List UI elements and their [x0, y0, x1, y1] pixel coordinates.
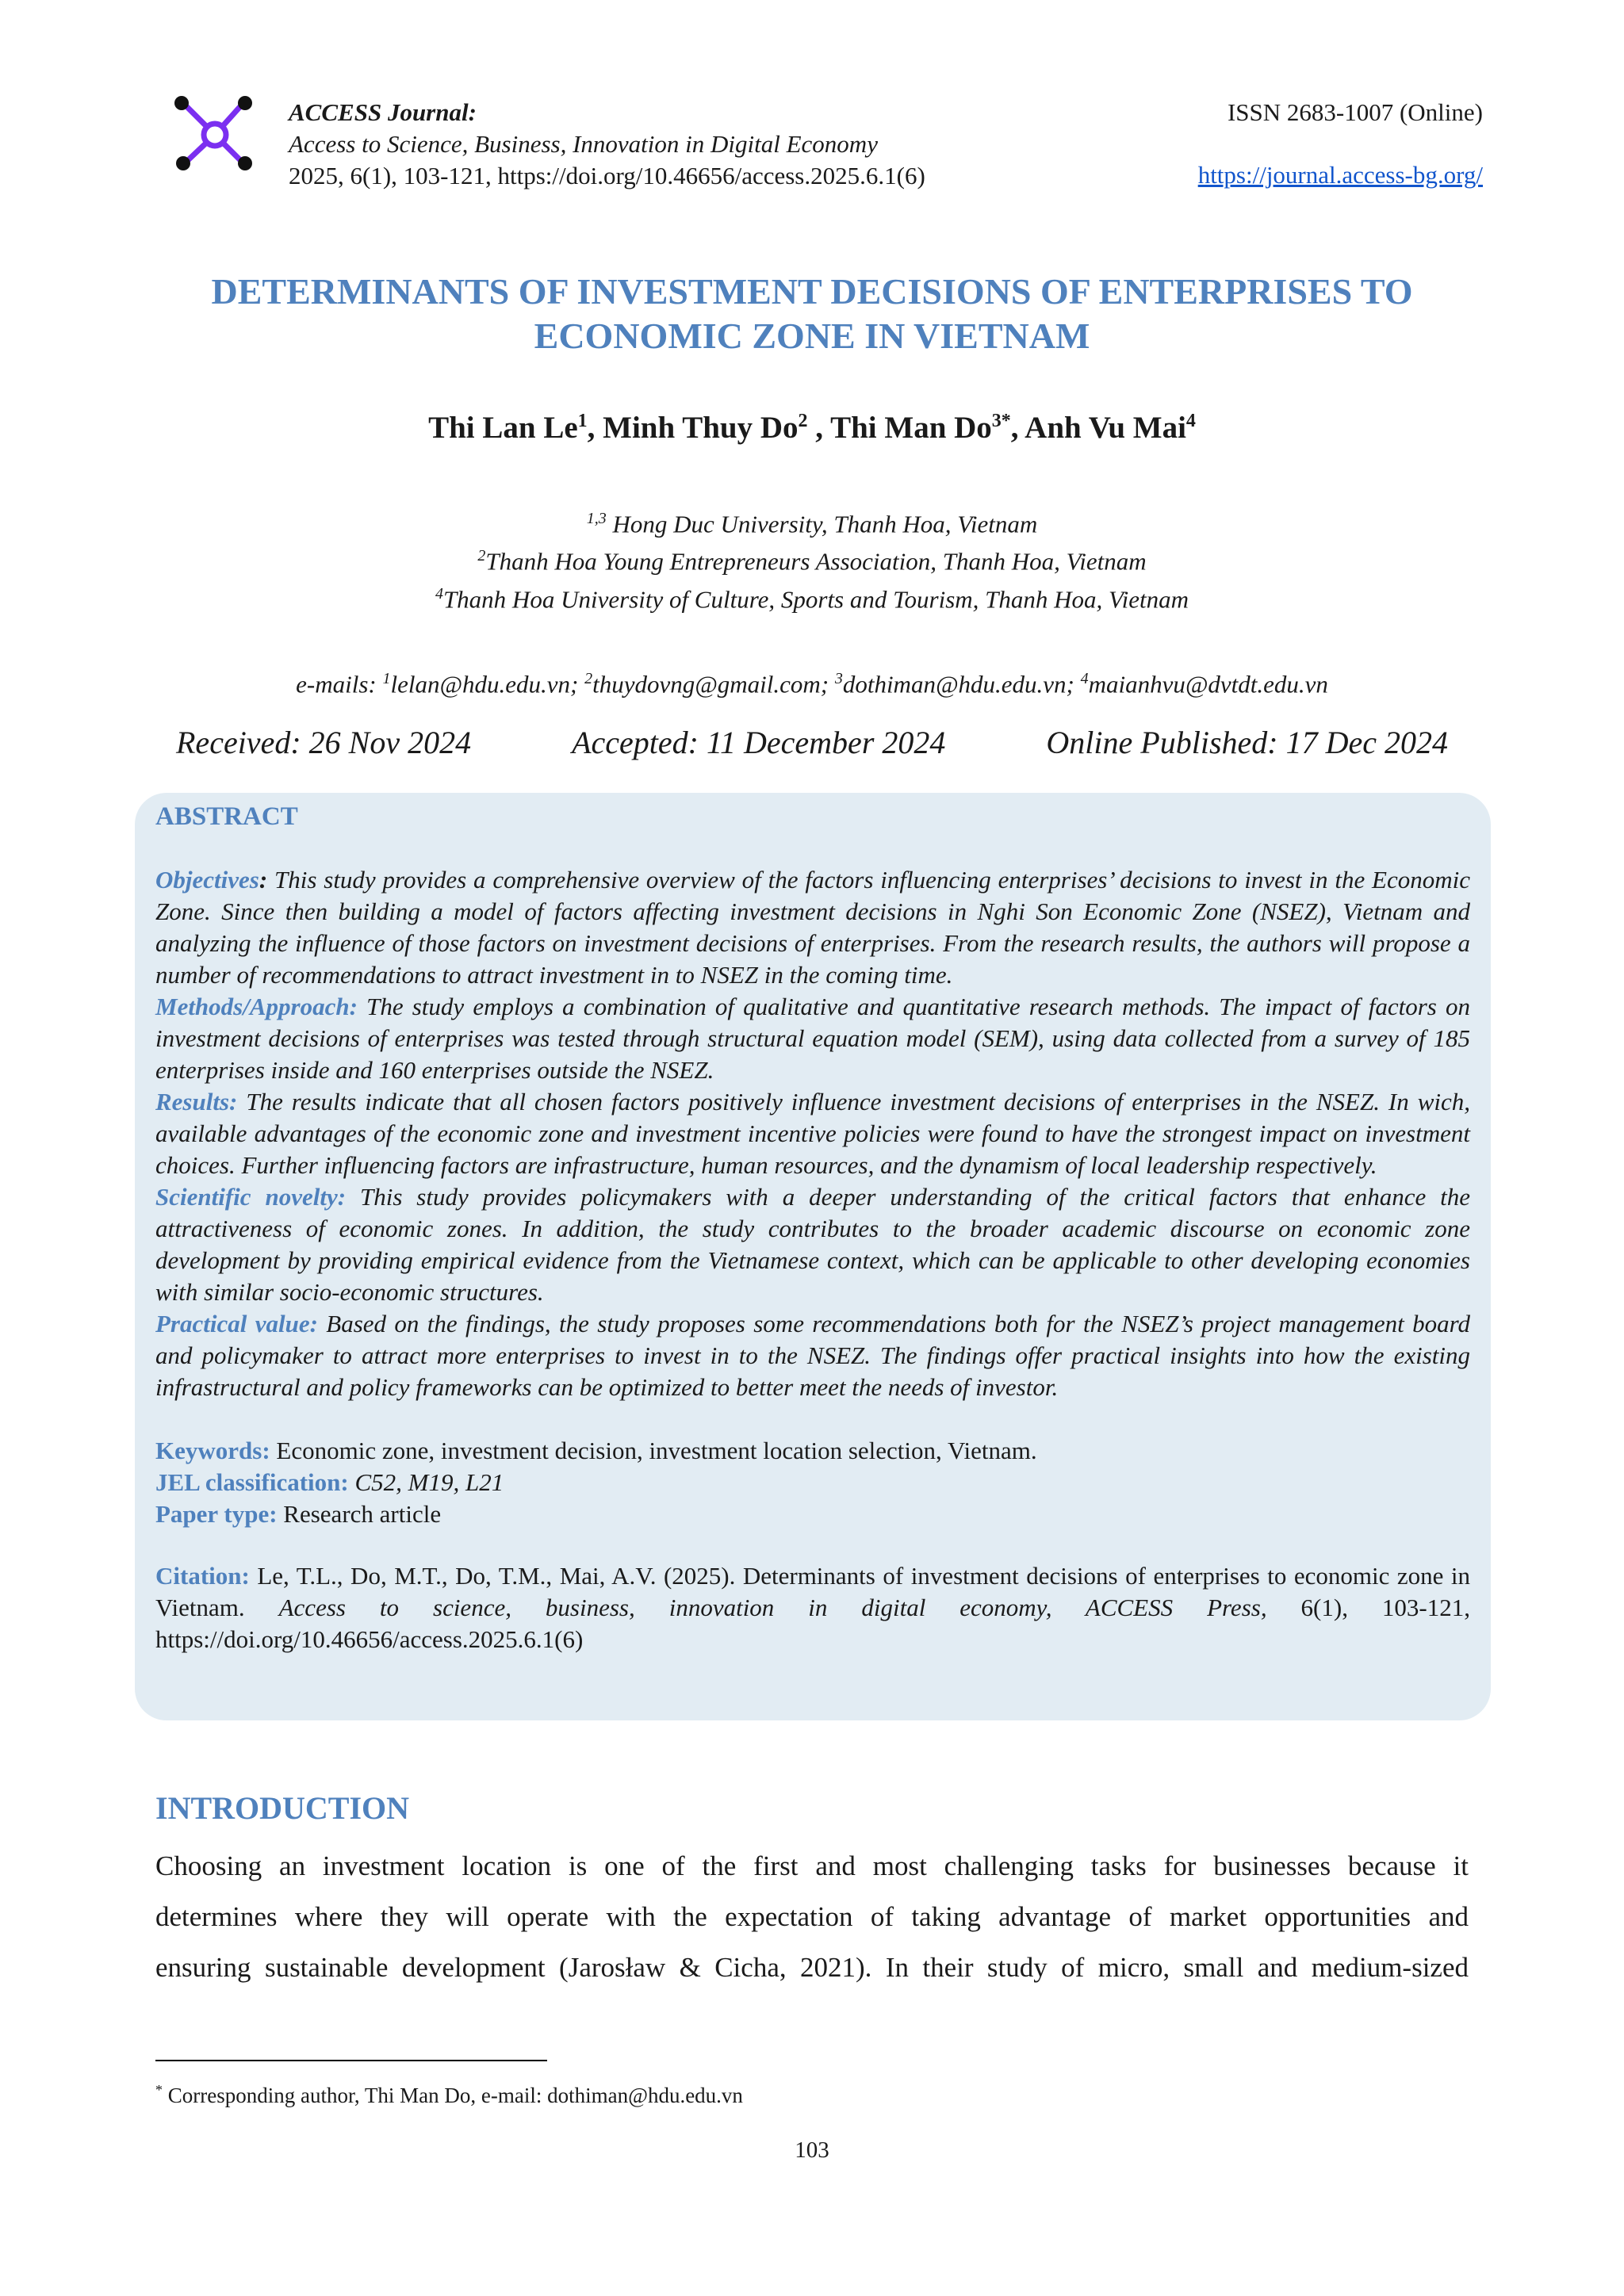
author-sup: 1: [577, 411, 588, 431]
citation-journal: Access to science, business, innovation in digital economy, ACCESS Press,: [278, 1594, 1267, 1621]
author-name: Minh Thuy Do: [603, 411, 799, 445]
paper-type-label: Paper type:: [155, 1500, 278, 1528]
abstract-novelty: [155, 1181, 1470, 1308]
abstract-box: [135, 793, 1491, 1720]
affiliation-line: [151, 540, 1473, 577]
author-sep: ,: [587, 411, 603, 445]
accepted-date: Accepted: 11 December 2024: [572, 725, 946, 760]
section-label: Scientific novelty:: [155, 1183, 347, 1211]
paper-title: [151, 270, 1473, 358]
jel-classification: [155, 1467, 1470, 1498]
affiliation-sup: 2: [477, 547, 486, 565]
section-text: This study provides policymakers with a deeper understanding of the critical factors that enhance the attractiveness of economic zones. In addition, the study contributes to the broader academic discourse on economic zone development by providing empirical evidence from the Vietnamese context, which can be applicable to other developing economies with similar socio-economic structures.: [155, 1183, 1471, 1306]
email-text: maianhvu@dvtdt.edu.vn: [1088, 670, 1328, 698]
abstract-practical-value: [155, 1308, 1470, 1403]
journal-url-link[interactable]: https://journal.access-bg.org/: [1197, 161, 1483, 189]
affiliation-line: [151, 503, 1473, 540]
email-text: dothiman@hdu.edu.vn;: [842, 670, 1081, 698]
emails-prefix: e-mails:: [296, 670, 383, 698]
email-sup: 4: [1080, 670, 1089, 687]
label-colon: [237, 1088, 246, 1115]
section-label: Practical value:: [155, 1310, 318, 1337]
jel-label: JEL classification:: [155, 1468, 349, 1496]
introduction-heading: INTRODUCTION: [155, 1790, 410, 1826]
author-sup: 3*: [991, 411, 1011, 431]
section-label: Objectives: [155, 866, 259, 894]
email-text: lelan@hdu.edu.vn;: [390, 670, 585, 698]
abstract-methods: [155, 991, 1470, 1086]
footnote: [155, 2076, 743, 2110]
published-date: Online Published: 17 Dec 2024: [1046, 725, 1448, 760]
email-text: thuydovng@gmail.com;: [592, 670, 835, 698]
journal-header: [289, 97, 925, 192]
label-colon: [318, 1310, 326, 1337]
issn: ISSN 2683-1007 (Online): [1227, 98, 1483, 126]
author-name: Thi Man Do: [830, 411, 992, 445]
affiliation-text: Hong Duc University, Thanh Hoa, Vietnam: [606, 510, 1038, 538]
introduction-paragraph: [155, 1841, 1469, 1993]
footnote-text: Corresponding author, Thi Man Do, e-mail: dothiman@hdu.edu.vn: [163, 2084, 743, 2107]
abstract-heading: ABSTRACT: [155, 802, 298, 831]
email-sup: 2: [584, 670, 593, 687]
keywords-text: Economic zone, investment decision, investment location selection, Vietnam.: [276, 1437, 1037, 1464]
affiliation-text: Thanh Hoa Young Entrepreneurs Association, Thanh Hoa, Vietnam: [485, 547, 1147, 576]
author-sep: ,: [1010, 411, 1025, 445]
paper-type-text: Research article: [283, 1500, 442, 1528]
affiliation-sup: 4: [435, 584, 443, 603]
author-emails: [151, 663, 1473, 700]
citation: [155, 1560, 1470, 1655]
journal-logo-icon: [170, 94, 256, 173]
label-colon: [346, 1183, 360, 1211]
citation-text: Le, T.L., Do, M.T., Do, T.M., Mai, A.V. (2025). Determinants of investment decisions of enterprises to economic zone in Vietnam.: [155, 1562, 1470, 1621]
author-list: [151, 403, 1473, 446]
author-sup: 2: [798, 411, 808, 431]
received-date: Received: 26 Nov 2024: [176, 725, 472, 760]
jel-text: C52, M19, L21: [354, 1468, 504, 1496]
intro-line: determines where they will operate with the expectation of taking advantage of market opportunities and: [155, 1901, 1469, 1932]
email-sup: 1: [382, 670, 391, 687]
publication-dates: [176, 723, 1448, 763]
section-label: Methods/Approach:: [155, 993, 358, 1020]
footnote-mark: *: [155, 2082, 163, 2098]
author-name: Thi Lan Le: [428, 411, 578, 445]
section-label: Results:: [155, 1088, 238, 1115]
author-name: Anh Vu Mai: [1025, 411, 1186, 445]
section-text: This study provides a comprehensive overview of the factors influencing enterprises’ decisions to invest in the Economic Zone. Since then building a model of factors affecting investment decisions in Nghi Son Economic Zone (NSEZ), Vietnam and analyzing the influence of those factors on investment decisions of enterprises. From the research results, the authors will propose a number of recommendations to attract investment in to NSEZ in the coming time.: [155, 866, 1470, 989]
affiliation-line: [151, 578, 1473, 615]
journal-citation-line: 2025, 6(1), 103-121, https://doi.org/10.46656/access.2025.6.1(6): [289, 162, 925, 189]
intro-line: ensuring sustainable development (Jarosław & Cicha, 2021). In their study of micro, small and medium-sized: [155, 1952, 1469, 1983]
intro-line: Choosing an investment location is one of the first and most challenging tasks for businesses because it: [155, 1850, 1469, 1881]
section-text: Based on the findings, the study proposes some recommendations both for the NSEZ’s project management board and policymaker to attract more enterprises to invest in to the NSEZ. The findings offer practical insights into how the existing infrastructural and policy frameworks can be optimized to better meet the needs of investor.: [155, 1310, 1470, 1401]
abstract-results: [155, 1086, 1470, 1181]
author-sep: ,: [807, 411, 831, 445]
keywords-label: Keywords:: [155, 1437, 270, 1464]
section-text: The results indicate that all chosen factors positively influence investment decisions of enterprises in the NSEZ. In wich, available advantages of the economic zone and investment incentive policies were found to have the strongest impact on investment choices. Further influencing factors are infrastructure, human resources, and the dynamism of local leadership respectively.: [155, 1088, 1471, 1179]
email-sup: 3: [834, 670, 843, 687]
citation-label: Citation:: [155, 1562, 250, 1590]
citation-tail: 6(1), 103-121, https://doi.org/10.46656/access.2025.6.1(6): [155, 1594, 1470, 1653]
affiliations: [151, 503, 1473, 615]
affiliation-text: Thanh Hoa University of Culture, Sports and Tourism, Thanh Hoa, Vietnam: [442, 584, 1189, 613]
title-line-2: ECONOMIC ZONE IN VIETNAM: [534, 316, 1090, 356]
abstract-objectives: [155, 864, 1470, 991]
section-text: The study employs a combination of qualitative and quantitative research methods. The impact of factors on investment decisions of enterprises was tested through structural equation model (SEM), using data collected from a survey of 185 enterprises inside and 160 enterprises outside the NSEZ.: [155, 993, 1470, 1084]
page-number: 103: [795, 2137, 829, 2163]
paper-type: [155, 1498, 1470, 1530]
author-sup: 4: [1185, 411, 1196, 431]
keywords: [155, 1435, 1470, 1467]
label-colon: [358, 993, 366, 1020]
label-colon: :: [259, 866, 274, 894]
title-line-1: DETERMINANTS OF INVESTMENT DECISIONS OF ENTERPRISES TO: [211, 271, 1413, 312]
affiliation-sup: 1,3: [586, 510, 607, 527]
journal-name: ACCESS Journal:: [289, 98, 477, 126]
journal-meta: [1198, 97, 1483, 191]
journal-subtitle: Access to Science, Business, Innovation in Digital Economy: [289, 130, 878, 158]
footnote-divider: [155, 2060, 547, 2061]
